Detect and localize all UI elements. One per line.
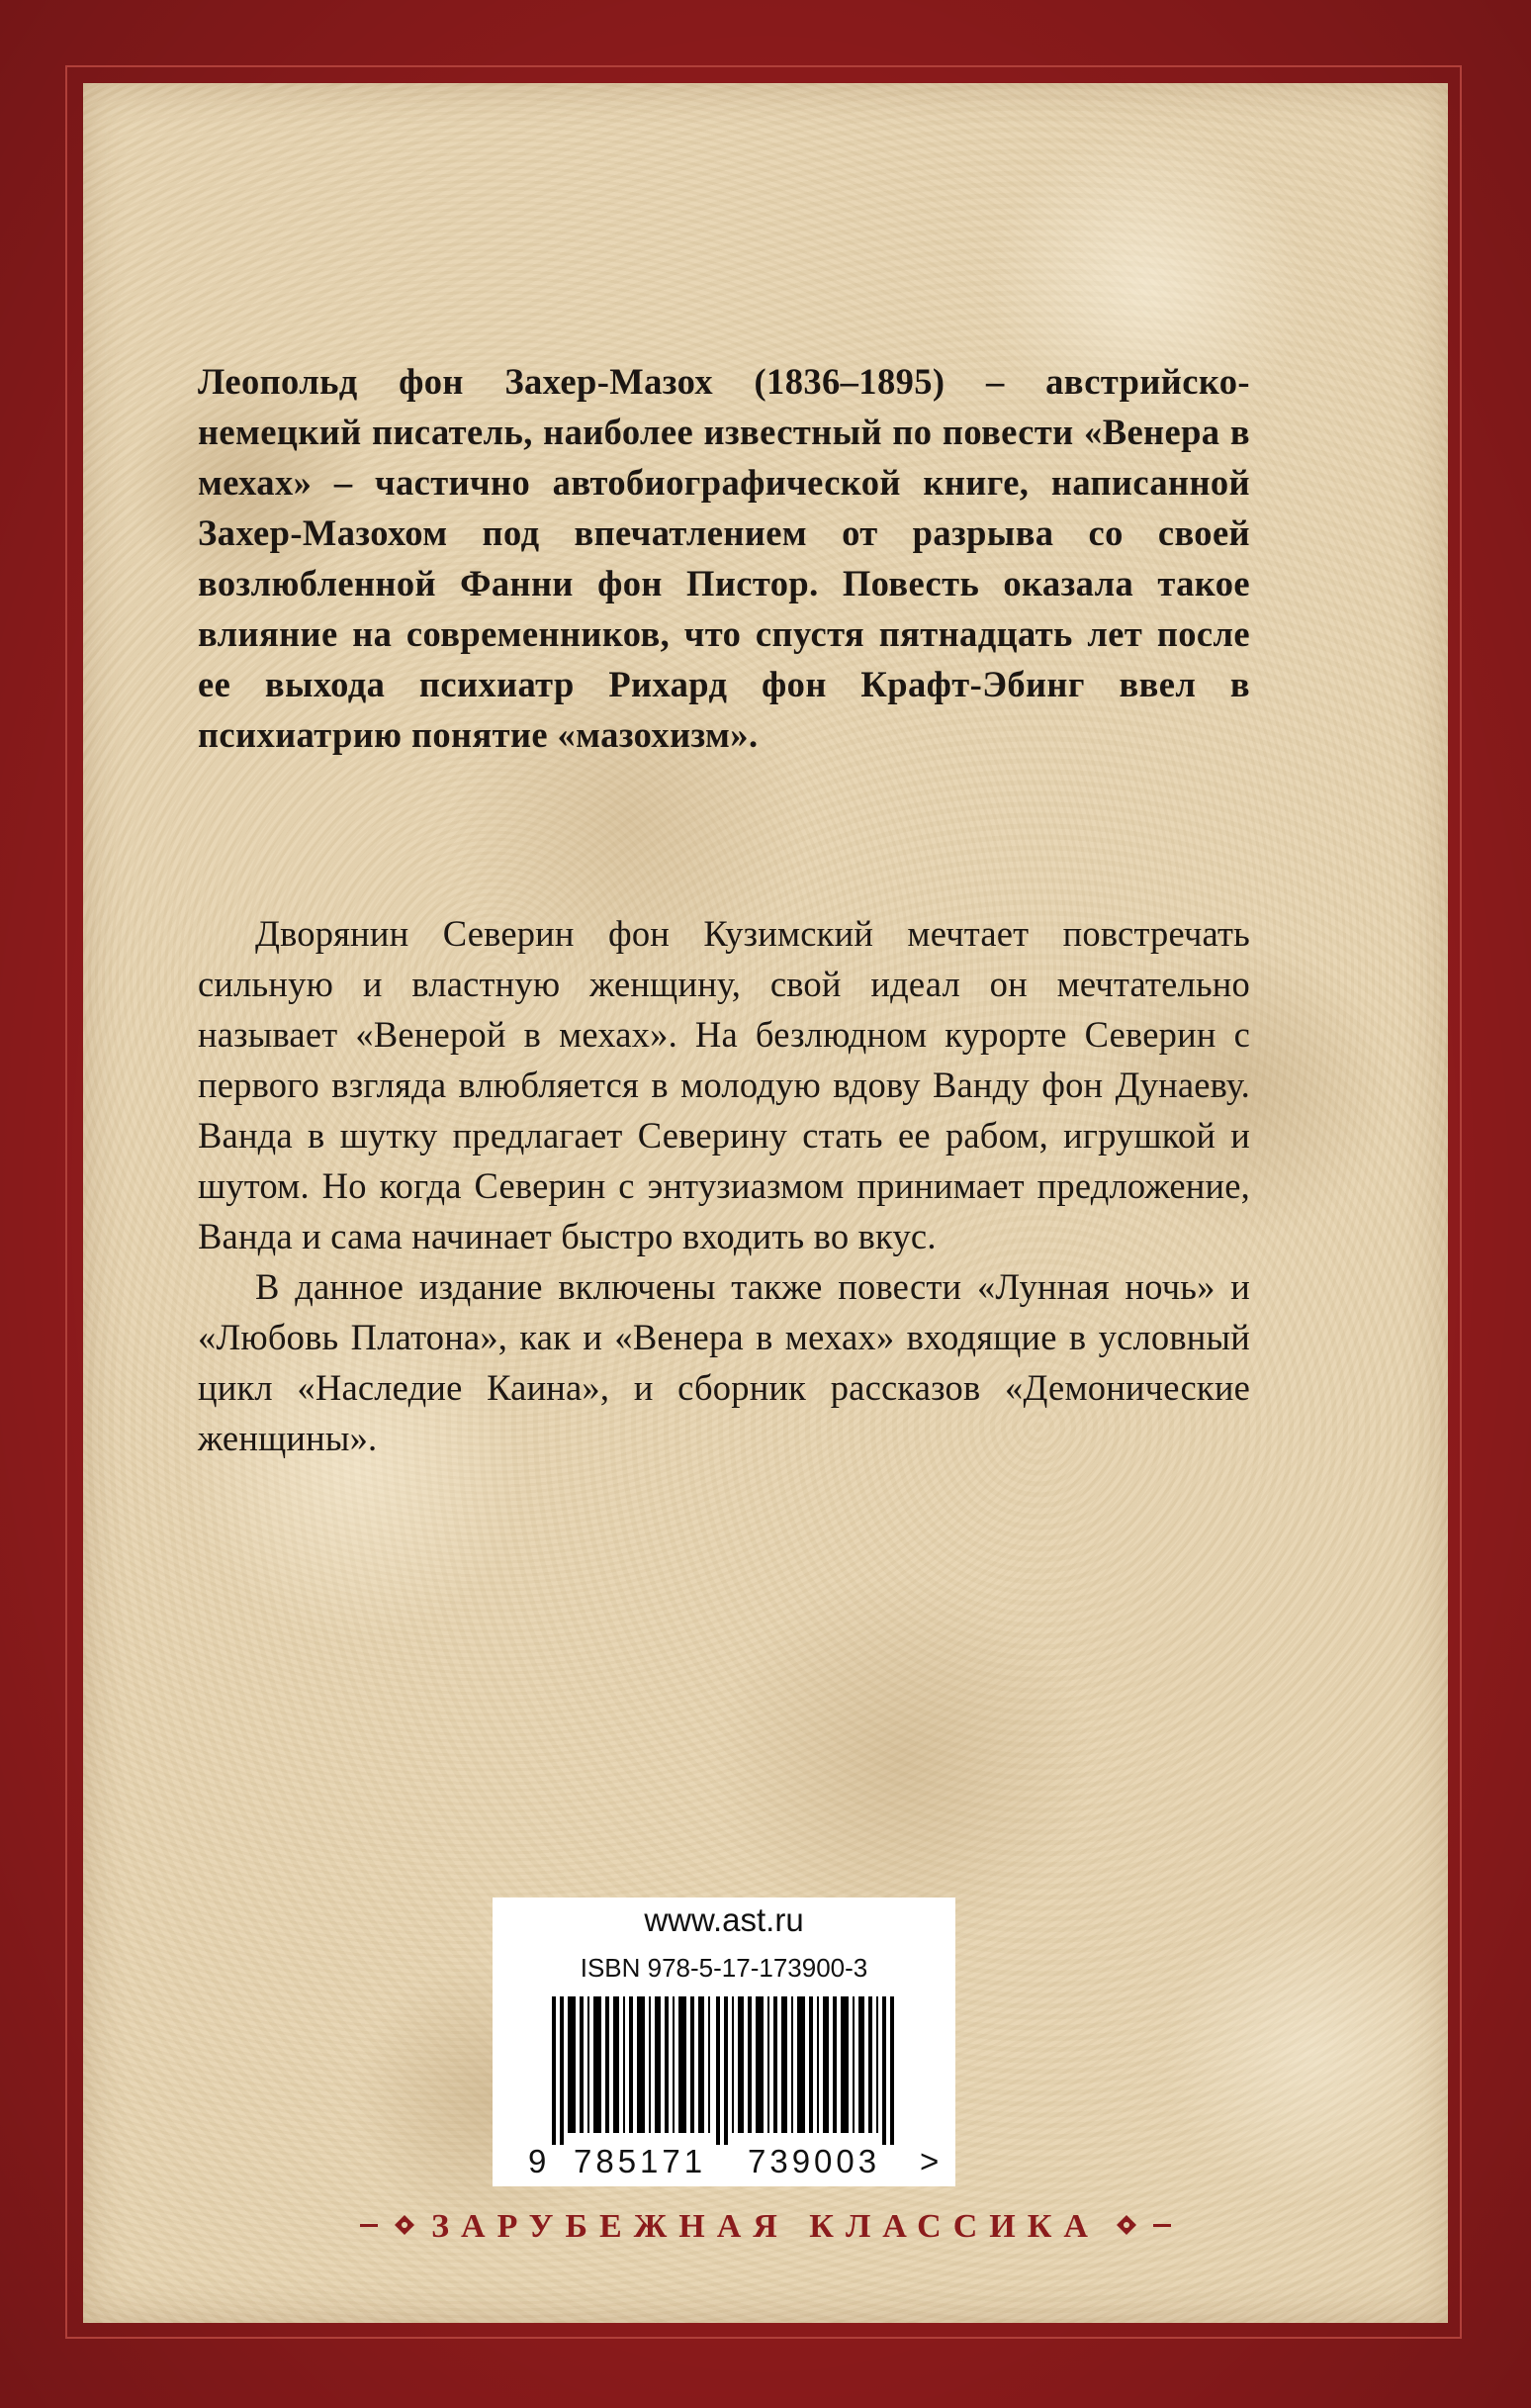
barcode-box <box>493 1898 955 2186</box>
barcode-digit-lead: 9 <box>528 2143 547 2179</box>
barcode-digit-group-2: 739003 <box>748 2143 881 2179</box>
series-dash-right <box>1153 2224 1171 2227</box>
diamond-ornament-icon <box>1116 2214 1137 2236</box>
barcode-icon <box>552 1996 904 2145</box>
series-dash-left <box>360 2224 378 2227</box>
book-annotation <box>198 908 1250 1463</box>
barcode-quiet-zone-mark: > <box>920 2143 940 2179</box>
barcode-digit-group-1: 785171 <box>574 2143 707 2179</box>
annotation-paragraph-1: Дворянин Северин фон Кузимский мечтает повстречать сильную и властную женщину, свой идеал он мечтательно называет «Венерой в мехах». На безлюдном курорте Северин с первого взгляда влюбляется в молодую вдову Ванду фон Дунаеву. Ванда в шутку предлагает Северину стать ее рабом, игрушкой и шутом. Но когда Северин с энтузиазмом принимает предложение, Ванда и сама начинает быстро входить во вкус. <box>198 913 1250 1256</box>
diamond-ornament-icon <box>394 2214 415 2236</box>
author-bio: Леопольд фон Захер-Мазох (1836–1895) – австрийско-немецкий писатель, наиболее известный по повести «Венера в мехах» – частично автобиографической книге, написанной Захер-Мазохом под впечатлением от разрыва со своей возлюбленной Фанни фон Пистор. Повесть оказала такое влияние на современников, что спустя пятнадцать лет после ее выхода психиатр Рихард фон Крафт-Эбинг ввел в психиатрию понятие «мазохизм». <box>198 361 1250 755</box>
publisher-website: www.ast.ru <box>644 1901 804 1938</box>
annotation-paragraph-2: В данное издание включены также повести «Лунная ночь» и «Любовь Платона», как и «Венера в мехах» входящие в условный цикл «Наследие Каина», и сборник рассказов «Демонические женщины». <box>198 1266 1250 1458</box>
series-banner <box>83 2208 1448 2246</box>
series-title: ЗАРУБЕЖНАЯ КЛАССИКА <box>431 2208 1100 2245</box>
isbn-label: ISBN 978-5-17-173900-3 <box>580 1953 868 1983</box>
